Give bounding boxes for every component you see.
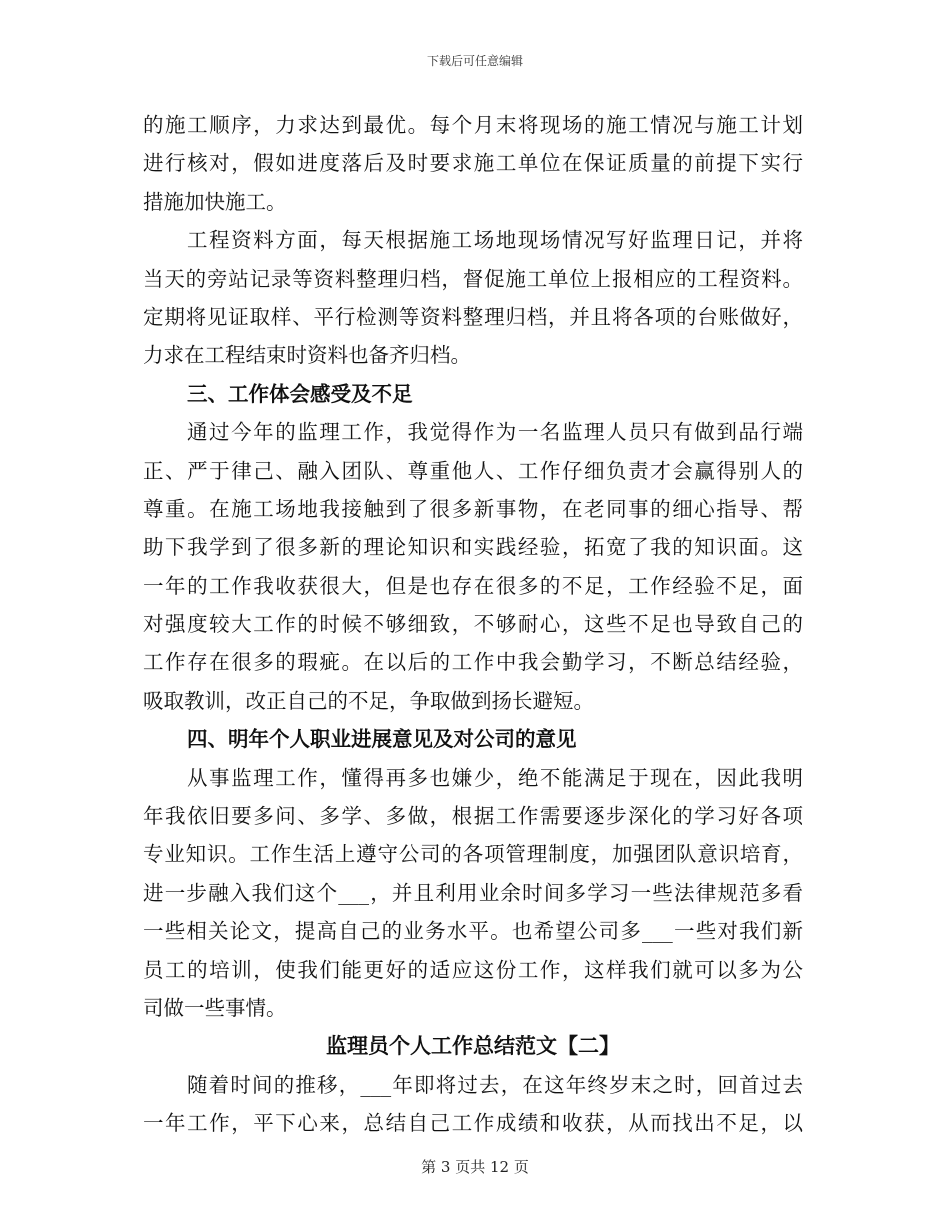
- text-line: 专业知识。工作生活上遵守公司的各项管理制度，加强团队意识培育，: [143, 842, 803, 867]
- section-heading-4: 四、明年个人职业进展意见及对公司的意见: [187, 727, 577, 752]
- text-line: 尊重。在施工场地我接触到了很多新事物，在老同事的细心指导、帮: [143, 496, 803, 521]
- text-line: 工作存在很多的瑕疵。在以后的工作中我会勤学习，不断总结经验，: [143, 650, 803, 675]
- text-line: 定期将见证取样、平行检测等资料整理归档，并且将各项的台账做好，: [143, 304, 803, 329]
- paragraph-start: 工程资料方面，每天根据施工场地现场情况写好监理日记，并将: [187, 228, 803, 253]
- text-line: 正、严于律己、融入团队、尊重他人、工作仔细负责才会赢得别人的: [143, 458, 803, 483]
- text-line: 力求在工程结束时资料也备齐归档。: [143, 343, 471, 368]
- document-body: [143, 106, 803, 1143]
- text-line: 进一步融入我们这个___，并且利用业余时间多学习一些法律规范多看: [143, 880, 803, 905]
- paragraph-start: 随着时间的推移，___年即将过去，在这年终岁末之时，回首过去: [187, 1072, 803, 1097]
- text-line: 进行核对，假如进度落后及时要求施工单位在保证质量的前提下实行: [143, 151, 803, 176]
- section-heading-3: 三、工作体会感受及不足: [187, 381, 413, 406]
- text-line: 的施工顺序，力求达到最优。每个月末将现场的施工情况与施工计划: [143, 113, 803, 137]
- text-line: 措施加快施工。: [143, 189, 287, 214]
- text-line: 对强度较大工作的时候不够细致，不够耐心，这些不足也导致自己的: [143, 612, 803, 637]
- article-title: 监理员个人工作总结范文【二】: [326, 1033, 620, 1059]
- paragraph-start: 从事监理工作，懂得再多也嫌少，绝不能满足于现在，因此我明: [187, 765, 803, 790]
- page-footer: 第 3 页共 12 页: [421, 1158, 529, 1176]
- text-line: 一年的工作我收获很大，但是也存在很多的不足，工作经验不足，面: [143, 573, 803, 598]
- page-header: 下载后可任意编辑: [426, 54, 523, 68]
- text-line: 年我依旧要多问、多学、多做，根据工作需要逐步深化的学习好各项: [143, 804, 803, 829]
- text-line: 当天的旁站记录等资料整理归档，督促施工单位上报相应的工程资料。: [143, 266, 803, 291]
- text-line: 员工的培训，使我们能更好的适应这份工作，这样我们就可以多为公: [143, 957, 803, 982]
- text-line: 一年工作，平下心来，总结自己工作成绩和收获，从而找出不足，以: [143, 1111, 803, 1136]
- text-line: 吸取教训，改正自己的不足，争取做到扬长避短。: [143, 688, 594, 713]
- text-line: 一些相关论文，提高自己的业务水平。也希望公司多___一些对我们新: [143, 919, 803, 944]
- text-line: 司做一些事情。: [143, 995, 287, 1020]
- paragraph-start: 通过今年的监理工作，我觉得作为一名监理人员只有做到品行端: [187, 420, 803, 445]
- text-line: 助下我学到了很多新的理论知识和实践经验，拓宽了我的知识面。这: [143, 535, 803, 560]
